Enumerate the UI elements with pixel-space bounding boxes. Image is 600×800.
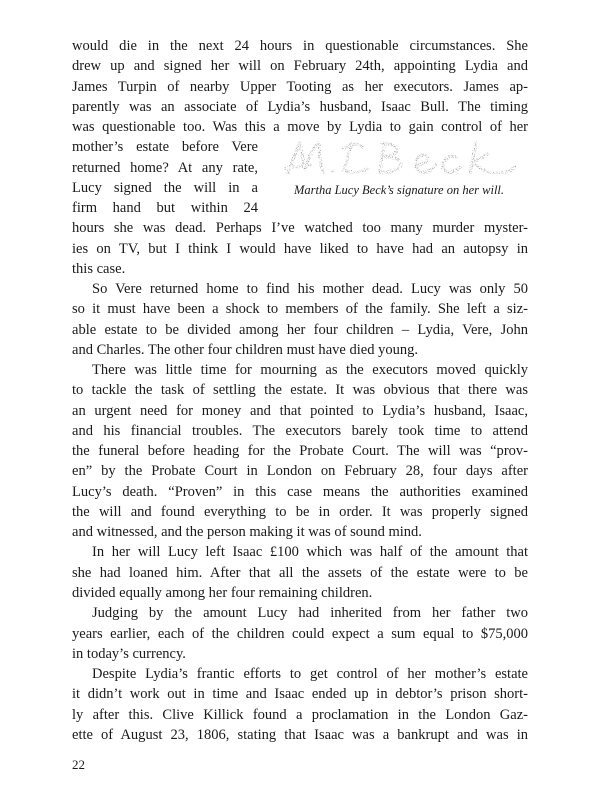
body-text-line: years earlier, each of the children could expect a sum equal to $75,000 <box>72 625 528 642</box>
body-text-line: Despite Lydia’s frantic efforts to get control of her mother’s estate <box>92 666 528 682</box>
body-text-line: would die in the next 24 hours in questionable circumstances. She <box>72 38 528 54</box>
body-text-line: divided equally among her four remaining children. <box>72 584 373 601</box>
body-text-line: Lucy’s death. “Proven” in this case means the authorities examined <box>72 483 528 500</box>
body-text-line: to tackle the task of settling the estate. It was obvious that there was <box>72 382 528 399</box>
body-text-line: Lucy signed the will in a <box>72 179 258 196</box>
body-text-line: she had loaned him. After that all the assets of the estate were to be <box>72 564 528 581</box>
body-text-line: There was little time for mourning as the executors moved quickly <box>92 362 528 379</box>
body-text-line: an urgent need for money and that pointed to Lydia’s husband, Isaac, <box>72 402 528 419</box>
body-text-line: drew up and signed her will on February 24th, appointing Lydia and <box>72 58 528 75</box>
body-text-line: Judging by the amount Lucy had inherited from her father two <box>92 605 528 622</box>
body-text-line: parently was an associate of Lydia’s husband, Isaac Bull. The timing <box>72 98 528 115</box>
body-text-line: returned home? At any rate, <box>72 159 258 176</box>
body-text-line: en” by the Probate Court in London on February 28, four days after <box>72 463 528 480</box>
body-text-line: firm hand but within 24 <box>72 200 258 217</box>
body-text-line: and Charles. The other four children must have died young. <box>72 341 419 358</box>
signature-figure <box>270 135 528 201</box>
body-text-line: in today’s currency. <box>72 645 186 662</box>
figure-caption: Martha Lucy Beck’s signature on her will. <box>293 183 505 198</box>
body-text-line: ies on TV, but I think I would have liked to have had an autopsy in <box>72 240 528 257</box>
body-text-line: ette of August 23, 1806, stating that Isaac was a bankrupt and was in <box>72 726 528 743</box>
body-text-line: hours she was dead. Perhaps I’ve watched too many murder myster- <box>72 220 528 237</box>
body-text-line: able estate to be divided among her four children – Lydia, Vere, John <box>72 321 528 338</box>
body-text-line: it didn’t work out in time and Isaac ended up in debtor’s prison short- <box>72 686 528 703</box>
body-text-line: ly after this. Clive Killick found a proclamation in the London Gaz- <box>72 706 528 723</box>
body-text-line: so it must have been a shock to members of the family. She left a siz- <box>72 301 528 318</box>
body-text-line: and witnessed, and the person making it was of sound mind. <box>72 524 422 541</box>
body-text-line: James Turpin of nearby Upper Tooting as her executors. James ap- <box>72 78 528 95</box>
body-text-line: this case. <box>72 260 126 277</box>
signature-image <box>278 135 522 181</box>
page-number: 22 <box>72 757 85 772</box>
body-text-line: In her will Lucy left Isaac £100 which was half of the amount that <box>92 544 528 561</box>
body-text-line: was questionable too. Was this a move by Lydia to gain control of her <box>72 119 528 135</box>
body-text-line: So Vere returned home to find his mother dead. Lucy was only 50 <box>92 281 528 298</box>
body-text-line: the will and found everything to be in order. It was properly signed <box>72 503 528 520</box>
body-text-line: the funeral before heading for the Probate Court. The will was “prov- <box>72 443 528 460</box>
body-text-line: mother’s estate before Vere <box>72 139 258 156</box>
body-text-line: and his financial troubles. The executors barely took time to attend <box>72 422 528 439</box>
